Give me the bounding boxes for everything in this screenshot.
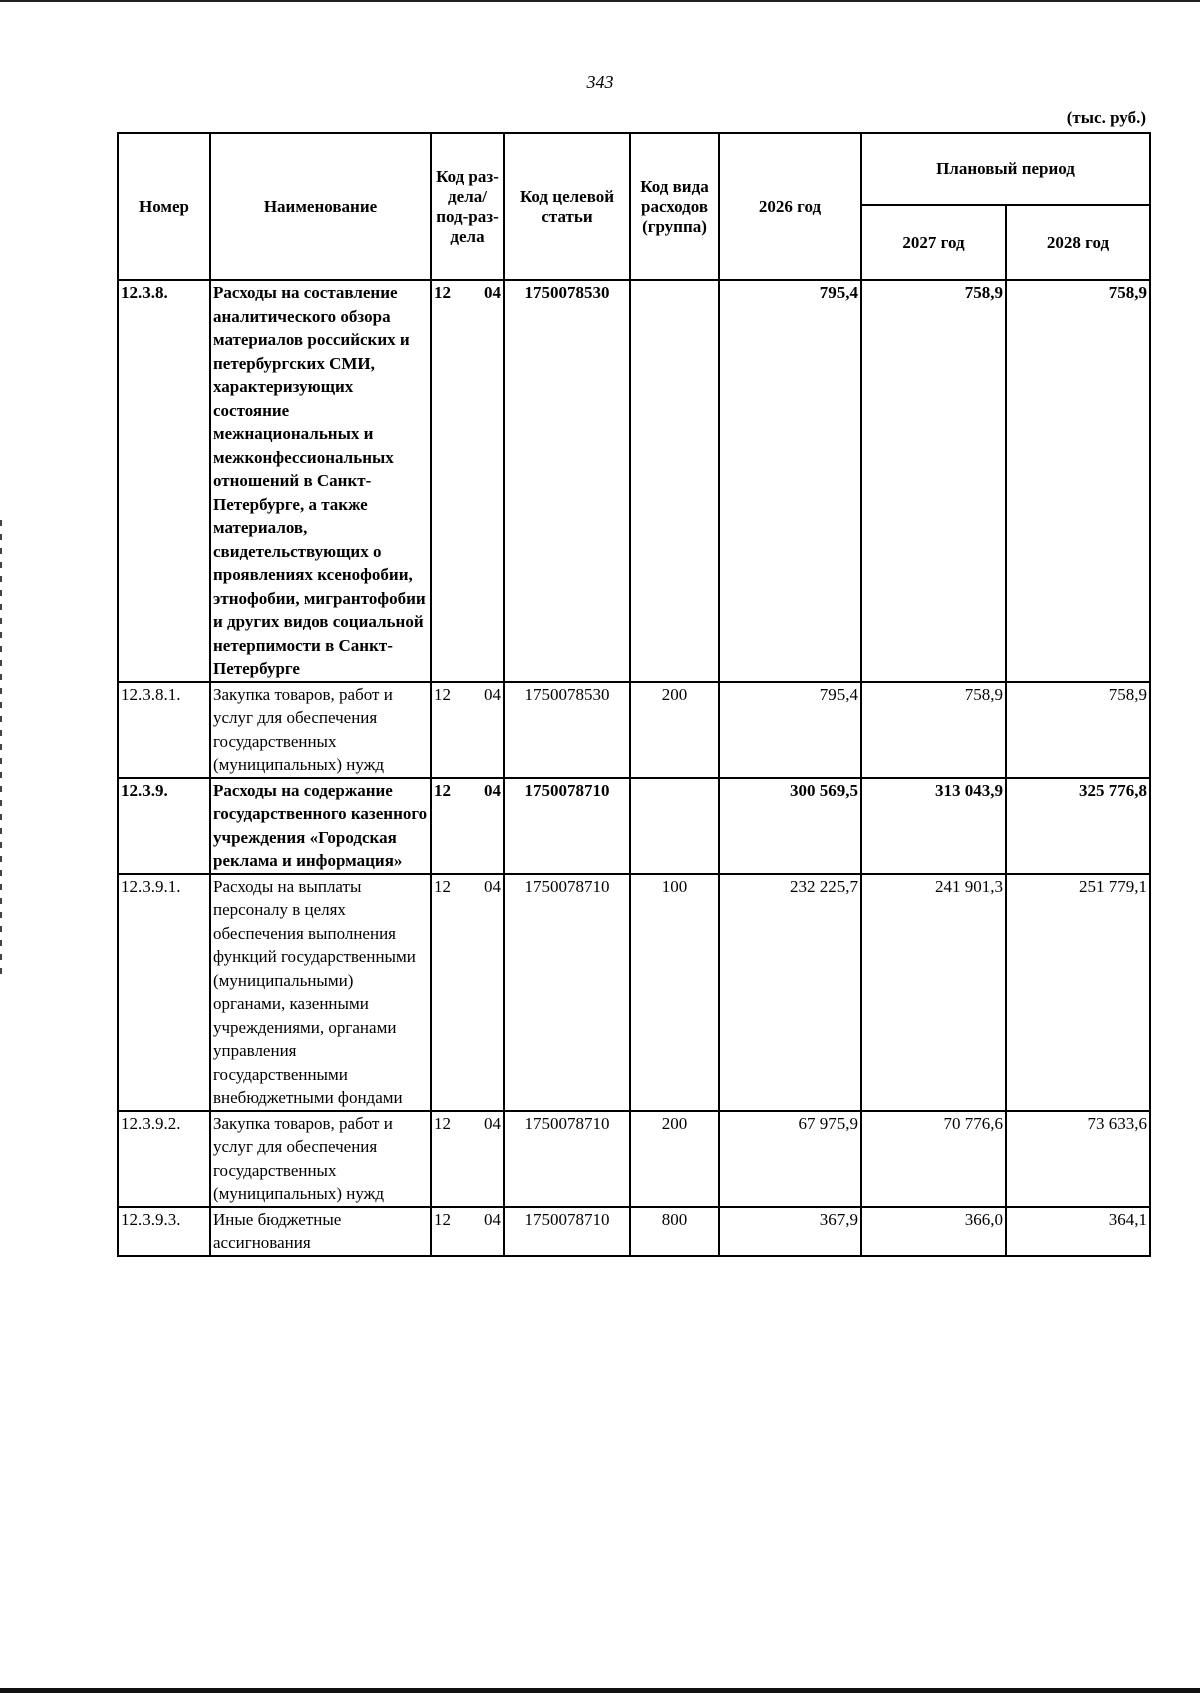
row-2027: 366,0 xyxy=(861,1207,1006,1256)
row-number: 12.3.9.3. xyxy=(118,1207,210,1256)
table-row xyxy=(118,280,1150,682)
subsection: 04 xyxy=(484,684,501,704)
table-row xyxy=(118,682,1150,778)
section: 12 xyxy=(434,1113,451,1133)
row-2028: 758,9 xyxy=(1006,280,1150,682)
row-target-code: 1750078530 xyxy=(504,280,630,682)
row-name: Расходы на составление аналитического обзора материалов российских и петербургских СМИ, характеризующих состояние межнациональных и межконфессиональных отношений в Санкт-Петербурге, а также материалов, свидетельствующих о проявлениях ксенофобии, этнофобии, мигрантофобии и других видов социальной нетерпимости в Санкт-Петербурге xyxy=(210,280,431,682)
row-2027: 313 043,9 xyxy=(861,778,1006,874)
scan-artifact-left xyxy=(0,520,2,980)
row-section-code xyxy=(431,874,504,1111)
row-target-code: 1750078710 xyxy=(504,778,630,874)
units-label: (тыс. руб.) xyxy=(1066,108,1146,127)
row-expense-type: 800 xyxy=(630,1207,719,1256)
subsection: 04 xyxy=(484,780,501,800)
row-target-code: 1750078530 xyxy=(504,682,630,778)
header-planned-period: Плановый период xyxy=(861,133,1150,205)
table-row xyxy=(118,778,1150,874)
section: 12 xyxy=(434,283,451,302)
header-name: Наименование xyxy=(210,133,431,280)
row-2026: 367,9 xyxy=(719,1207,861,1256)
table-row xyxy=(118,1111,1150,1207)
row-name: Расходы на содержание государственного казенного учреждения «Городская реклама и информация» xyxy=(210,778,431,874)
row-expense-type: 200 xyxy=(630,1111,719,1207)
row-expense-type: 100 xyxy=(630,874,719,1111)
row-name: Закупка товаров, работ и услуг для обеспечения государственных (муниципальных) нужд xyxy=(210,1111,431,1207)
row-target-code: 1750078710 xyxy=(504,1111,630,1207)
row-number: 12.3.8. xyxy=(118,280,210,682)
row-section-code xyxy=(431,280,504,682)
row-2026: 232 225,7 xyxy=(719,874,861,1111)
row-number: 12.3.9. xyxy=(118,778,210,874)
budget-table xyxy=(117,132,1151,1257)
row-2027: 758,9 xyxy=(861,682,1006,778)
row-2028: 325 776,8 xyxy=(1006,778,1150,874)
row-2027: 70 776,6 xyxy=(861,1111,1006,1207)
header-year-2027: 2027 год xyxy=(861,205,1006,280)
row-number: 12.3.8.1. xyxy=(118,682,210,778)
row-section-code xyxy=(431,1111,504,1207)
row-name: Иные бюджетные ассигнования xyxy=(210,1207,431,1256)
row-target-code: 1750078710 xyxy=(504,1207,630,1256)
section: 12 xyxy=(434,684,451,704)
row-expense-type xyxy=(630,280,719,682)
row-name: Закупка товаров, работ и услуг для обеспечения государственных (муниципальных) нужд xyxy=(210,682,431,778)
section: 12 xyxy=(434,1209,451,1229)
row-2028: 758,9 xyxy=(1006,682,1150,778)
row-section-code xyxy=(431,778,504,874)
header-year-2028: 2028 год xyxy=(1006,205,1150,280)
header-expense-type: Код вида расходов (группа) xyxy=(630,133,719,280)
header-section-code: Код раз-дела/ под-раз-дела xyxy=(431,133,504,280)
section: 12 xyxy=(434,876,451,896)
scan-border-bottom xyxy=(0,1688,1200,1693)
header-number: Номер xyxy=(118,133,210,280)
row-target-code: 1750078710 xyxy=(504,874,630,1111)
row-expense-type: 200 xyxy=(630,682,719,778)
row-2027: 241 901,3 xyxy=(861,874,1006,1111)
row-section-code xyxy=(431,1207,504,1256)
scan-border-top xyxy=(0,0,1200,2)
header-year-2026: 2026 год xyxy=(719,133,861,280)
row-expense-type xyxy=(630,778,719,874)
page-number: 343 xyxy=(586,72,614,92)
row-section-code xyxy=(431,682,504,778)
subsection: 04 xyxy=(484,876,501,896)
row-2026: 300 569,5 xyxy=(719,778,861,874)
row-2028: 251 779,1 xyxy=(1006,874,1150,1111)
header-target-code: Код целевой статьи xyxy=(504,133,630,280)
table-row xyxy=(118,874,1150,1111)
row-2026: 67 975,9 xyxy=(719,1111,861,1207)
subsection: 04 xyxy=(484,1209,501,1229)
subsection: 04 xyxy=(484,1113,501,1133)
row-number: 12.3.9.1. xyxy=(118,874,210,1111)
section: 12 xyxy=(434,780,451,800)
subsection: 04 xyxy=(484,283,501,302)
table-row xyxy=(118,1207,1150,1256)
row-2028: 73 633,6 xyxy=(1006,1111,1150,1207)
row-2026: 795,4 xyxy=(719,682,861,778)
row-2026: 795,4 xyxy=(719,280,861,682)
row-name: Расходы на выплаты персоналу в целях обеспечения выполнения функций государственными (муниципальными) органами, казенными учреждениями, органами управления государственными внебюджетными фондами xyxy=(210,874,431,1111)
row-2027: 758,9 xyxy=(861,280,1006,682)
row-number: 12.3.9.2. xyxy=(118,1111,210,1207)
row-2028: 364,1 xyxy=(1006,1207,1150,1256)
